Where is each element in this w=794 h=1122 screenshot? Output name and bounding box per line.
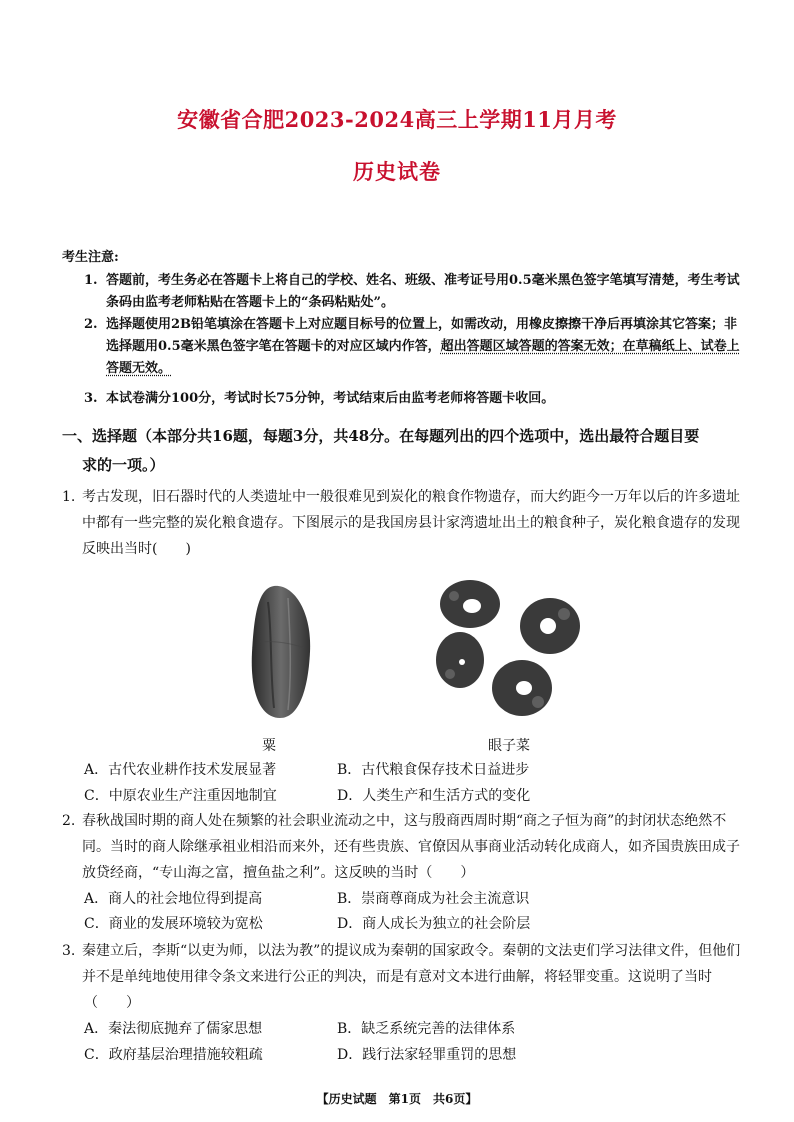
page-footer: 【历史试题 第1页 共6页】 [316,1092,478,1106]
option-b[interactable]: B．崇商尊商成为社会主流意识 [337,891,530,907]
option-c[interactable]: C．商业的发展环境较为宽松 [84,916,263,932]
question-text: 春秋战国时期的商人处在频繁的社会职业流动之中，这与殷商西周时期“商之子恒为商”的封闭状态绝然不同。当时的商人除继承祖业相沿而来外，还有些贵族、官僚因从事商业活动转化成商人，如齐国贵族田成子放贷经商，“专山海之富，擅鱼盐之利”。这反映的当时（ ） [82,813,740,881]
notice-text [106,314,744,380]
notice-number: 1. [84,273,98,288]
image-caption-millet: 粟 [262,738,276,754]
answer-parentheses: （ ） [84,995,140,1011]
option-b[interactable]: B．古代粮食保存技术日益进步 [337,762,530,778]
question-number: 1. [62,489,76,505]
image-caption-pondweed: 眼子菜 [488,738,530,754]
notice-item-2 [84,314,744,380]
notice-item-3 [84,388,744,410]
notice-heading: 考生注意: [62,250,119,265]
notice-text-normal: 选择题使用2B铅笔填涂在答题卡上对应题目标号的位置上，如需改动，用橡皮擦擦干净后再填涂其它答案；非选择题用0.5毫米黑色签字笔在答题卡的对应区域内作答， [106,317,738,354]
question-text: 秦建立后，李斯“以吏为师，以法为教”的提议成为秦朝的国家政令。秦朝的文法吏们学习法律文件，但他们并不是单纯地使用律令条文来进行公正的判决，而是有意对文本进行曲解，将轻罪变重。这说明了当时 [82,943,741,985]
section-heading-line-2: 求的一项。） [82,456,165,474]
pondweed-seeds-image [432,574,582,720]
question-1 [62,484,744,562]
notice-item-1 [84,270,744,314]
question-3 [62,938,744,990]
section-heading-line-1: 一、选择题（本部分共16题，每题3分，共48分。在每题列出的四个选项中，选出最符合题目要 [62,427,700,445]
notice-number: 3. [84,391,98,406]
question-number: 3. [62,943,76,959]
notice-text: 本试卷满分100分，考试时长75分钟，考试结束后由监考老师将答题卡收回。 [106,391,555,406]
notice-text: 答题前，考生务必在答题卡上将自己的学校、姓名、班级、准考证号用0.5毫米黑色签字笔填写清楚，考生考试条码由监考老师粘贴在答题卡上的“条码粘贴处”。 [106,273,740,310]
notice-text-emphasis: 超出答题区域答题的答案无效；在草稿纸上、试卷上答题无效。 [106,339,740,376]
option-a[interactable]: A．古代农业耕作技术发展显著 [84,762,277,778]
exam-subtitle: 历史试卷 [353,159,441,184]
question-number: 2. [62,813,76,829]
option-d[interactable]: D．践行法家轻罪重罚的思想 [337,1047,517,1063]
option-c[interactable]: C．政府基层治理措施较粗疏 [84,1047,263,1063]
exam-title: 安徽省合肥2023-2024高三上学期11月月考 [177,107,617,132]
question-2 [62,808,744,886]
section-heading [62,422,742,480]
notice-number: 2. [84,317,98,332]
question-text: 考古发现，旧石器时代的人类遗址中一般很难见到炭化的粮食作物遗存，而大约距今一万年以后的许多遗址中都有一些完整的炭化粮食遗存。下图展示的是我国房县计家湾遗址出土的粮食种子，炭化粮食遗存的发现反映出当时( ) [82,489,740,557]
option-a[interactable]: A．商人的社会地位得到提高 [84,891,263,907]
option-b[interactable]: B．缺乏系统完善的法律体系 [337,1021,516,1037]
option-a[interactable]: A．秦法彻底抛弃了儒家思想 [84,1021,263,1037]
option-c[interactable]: C．中原农业生产注重因地制宜 [84,788,277,804]
millet-seed-image [244,582,318,722]
option-d[interactable]: D．商人成长为独立的社会阶层 [337,916,531,932]
option-d[interactable]: D．人类生产和生活方式的变化 [337,788,531,804]
